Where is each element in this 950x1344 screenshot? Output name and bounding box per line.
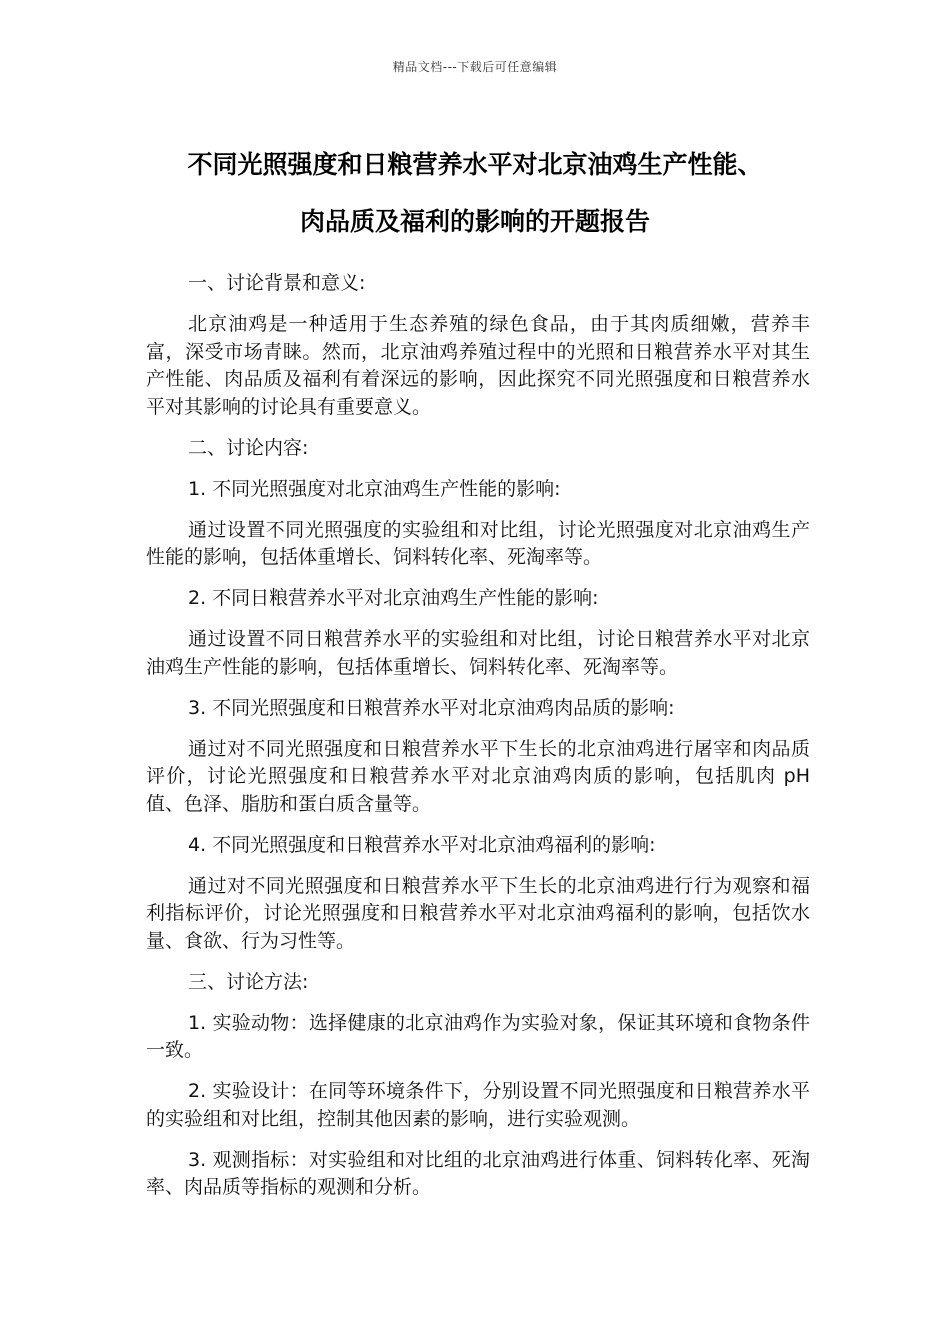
section-heading-methods: 三、讨论方法:	[188, 970, 309, 993]
subheading-diet-nutrition: 2. 不同日粮营养水平对北京油鸡生产性能的影响:	[188, 587, 599, 609]
section-heading-background: 一、讨论背景和意义:	[188, 272, 366, 294]
document-body	[146, 270, 810, 1215]
paragraph-background: 北京油鸡是一种适用于生态养殖的绿色食品，由于其肉质细嫩，营养丰富，深受市场青睐。然而，北京油鸡养殖过程中的光照和日粮营养水平对其生产性能、肉品质及福利有着深远的影响，因此探究不同光照强度和日粮营养水平对其影响的讨论具有重要意义。	[146, 313, 810, 418]
method-item-indicators: 3. 观测指标：对实验组和对比组的北京油鸡进行体重、饲料转化率、死淘率、肉品质等指标的观测和分析。	[146, 1148, 810, 1198]
paragraph-light-intensity: 通过设置不同光照强度的实验组和对比组，讨论光照强度对北京油鸡生产性能的影响，包括体重增长、饲料转化率、死淘率等。	[146, 518, 810, 568]
title-line-1: 不同光照强度和日粮营养水平对北京油鸡生产性能、	[187, 150, 763, 179]
section-heading-content: 二、讨论内容:	[188, 436, 309, 459]
paragraph-meat-quality: 通过对不同光照强度和日粮营养水平下生长的北京油鸡进行屠宰和肉品质评价，讨论光照强度和日粮营养水平对北京油鸡肉质的影响，包括肌肉 pH 值、色泽、脂肪和蛋白质含量等。	[146, 737, 810, 815]
title-line-2: 肉品质及福利的影响的开题报告	[299, 207, 650, 236]
subheading-meat-quality: 3. 不同光照强度和日粮营养水平对北京油鸡肉品质的影响:	[188, 696, 675, 719]
paragraph-diet-nutrition: 通过设置不同日粮营养水平的实验组和对比组，讨论日粮营养水平对北京油鸡生产性能的影响，包括体重增长、饲料转化率、死淘率等。	[146, 628, 810, 678]
method-item-design: 2. 实验设计：在同等环境条件下，分别设置不同光照强度和日粮营养水平的实验组和对比组，控制其他因素的影响，进行实验观测。	[146, 1080, 810, 1130]
paragraph-welfare: 通过对不同光照强度和日粮营养水平下生长的北京油鸡进行行为观察和福利指标评价，讨论光照强度和日粮营养水平对北京油鸡福利的影响，包括饮水量、食欲、行为习性等。	[146, 874, 810, 952]
document-title	[120, 136, 830, 250]
header-note: 精品文档---下载后可任意编辑	[392, 60, 558, 74]
subheading-light-intensity: 1. 不同光照强度对北京油鸡生产性能的影响:	[188, 477, 561, 500]
subheading-welfare: 4. 不同光照强度和日粮营养水平对北京油鸡福利的影响:	[188, 833, 656, 856]
method-item-animals: 1. 实验动物：选择健康的北京油鸡作为实验对象，保证其环境和食物条件一致。	[146, 1011, 810, 1061]
